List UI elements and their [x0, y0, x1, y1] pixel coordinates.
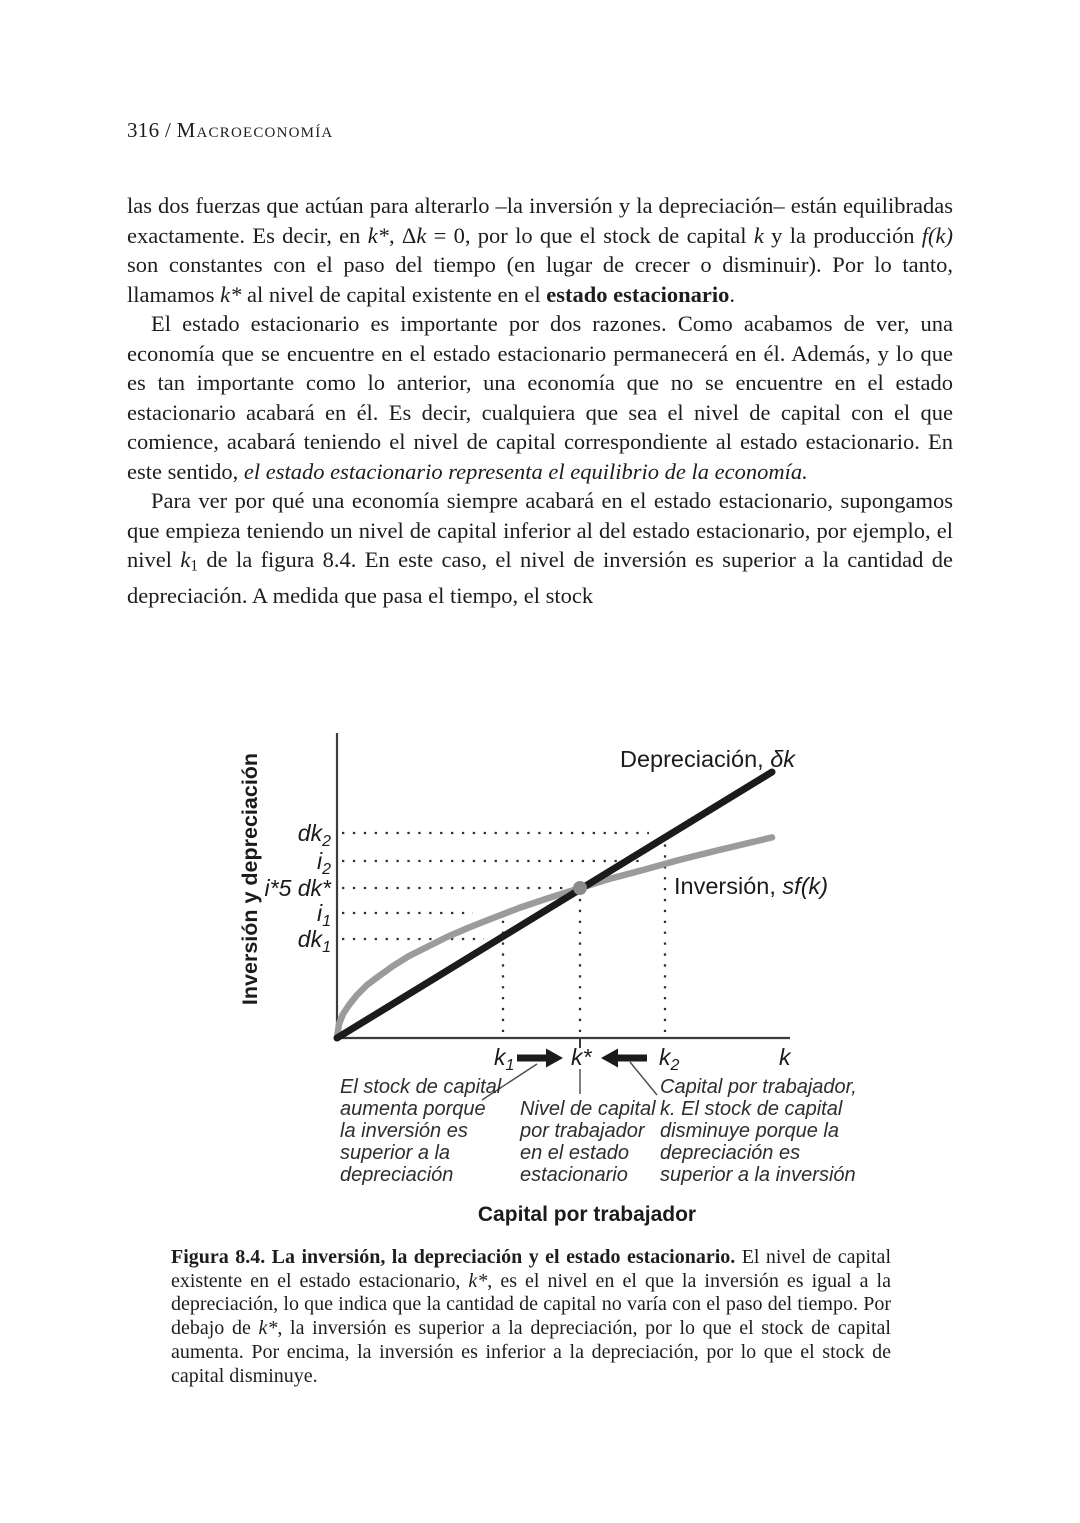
y-tick-i2: $i_2$	[316, 848, 331, 878]
svg-text:en el estado: en el estado	[520, 1142, 629, 1164]
text-segment: , la inversión es superior a la depreciación, por lo que el stock de capital aumenta. Por encima, la inversión es inferior a la depreciación, por lo que el stock de capital disminuye.	[171, 1317, 891, 1387]
paragraph	[127, 191, 953, 309]
investment-label: Inversión, sf(k)	[674, 873, 829, 899]
svg-text:depreciación es: depreciación es	[660, 1142, 801, 1164]
text-segment: .	[729, 281, 735, 307]
text-segment: de la figura 8.4. En este caso, el nivel de inversión es superior a la cantidad de depreciación. A medida que pasa el tiempo, el stock	[127, 547, 953, 608]
text-segment: k*	[468, 1269, 488, 1292]
investment-curve	[337, 837, 772, 1038]
running-title: Macroeconomía	[176, 118, 334, 142]
right-arrow-icon	[517, 1049, 563, 1068]
svg-text:la inversión es: la inversión es	[340, 1120, 468, 1142]
text-segment: = 0, por lo que el stock de capital	[426, 222, 754, 248]
annotation-left	[340, 1076, 502, 1186]
annotation-right	[660, 1076, 857, 1186]
paragraph	[127, 486, 953, 610]
text-segment: k	[180, 547, 191, 572]
y-tick-istar: i*5 dk*	[264, 875, 331, 901]
svg-text:por trabajador: por trabajador	[520, 1120, 645, 1142]
figure-8-4-chart	[230, 715, 890, 1193]
annotation-middle	[519, 1098, 656, 1186]
svg-text:disminuye porque la: disminuye porque la	[660, 1120, 839, 1142]
y-tick-dk1: $dk_1$	[297, 926, 331, 956]
x-tick-kstar: k*	[571, 1044, 592, 1070]
svg-text:Nivel de capital: Nivel de capital	[520, 1098, 656, 1120]
svg-text:estacionario: estacionario	[520, 1164, 628, 1186]
text-segment: son constantes con el paso del tiempo (en lugar de crecer o disminuir). Por lo tanto, llamamos	[127, 252, 953, 307]
page-number: 316 /	[127, 118, 177, 142]
text-segment: el estado estacionario representa el equilibrio de la economía.	[243, 458, 808, 484]
text-segment: El nivel de capital existente en el estado estacionario,	[171, 1246, 891, 1292]
text-segment-subscript: 1	[190, 557, 199, 575]
text-segment: k*	[220, 281, 242, 307]
x-tick-k: k	[779, 1044, 791, 1070]
svg-text:superior a la inversión: superior a la inversión	[660, 1164, 856, 1186]
svg-text:El stock de capital: El stock de capital	[340, 1076, 502, 1098]
text-segment: k*	[258, 1317, 278, 1340]
x-tick-k2: $k_2$	[659, 1044, 680, 1074]
figure-caption	[171, 1246, 891, 1388]
left-arrow-icon	[601, 1049, 647, 1068]
paragraph	[127, 309, 953, 486]
depreciation-line	[337, 772, 772, 1038]
text-segment: k*	[367, 222, 389, 248]
body-text	[127, 191, 953, 610]
text-segment: , es el nivel en el que la inversión es igual a la depreciación, lo que indica que la cantidad de capital no varía con el paso del tiempo. Por debajo de	[171, 1269, 891, 1340]
text-segment: Para ver por qué una economía siempre acabará en el estado estacionario, supongamos que empieza teniendo un nivel de capital inferior al del estado estacionario, por ejemplo, el nivel	[127, 488, 953, 572]
text-segment: k	[753, 222, 764, 248]
y-tick-dk2: $dk_2$	[297, 820, 331, 850]
running-head	[127, 118, 333, 143]
text-segment: , Δ	[388, 222, 417, 248]
text-segment: al nivel de capital existente en el	[241, 281, 547, 307]
svg-text:Capital por trabajador,: Capital por trabajador,	[660, 1076, 857, 1098]
steady-state-dot	[573, 881, 587, 895]
x-axis-title: Capital por trabajador	[477, 1203, 697, 1226]
text-segment: f(k)	[921, 222, 953, 248]
y-axis-title: Inversión y depreciación	[238, 752, 262, 1006]
x-tick-k1: $k_1$	[494, 1044, 515, 1074]
text-segment: y la producción	[763, 222, 922, 248]
text-segment: estado estacionario	[546, 281, 730, 307]
caption-lead: Figura 8.4. La inversión, la depreciación y el estado estacionario.	[171, 1246, 742, 1268]
callout-line-right	[630, 1062, 657, 1095]
y-tick-i1: $i_1$	[316, 900, 331, 930]
svg-text:k. El stock de capital: k. El stock de capital	[660, 1098, 843, 1120]
svg-text:superior a la: superior a la	[340, 1142, 451, 1164]
svg-text:depreciación: depreciación	[340, 1164, 454, 1186]
text-segment: k	[416, 222, 427, 248]
depreciation-label: Depreciación, δk	[620, 746, 796, 772]
text-segment: El estado estacionario es importante por dos razones. Como acabamos de ver, una economía que se encuentre en el estado estacionario permanecerá en él. Además, y lo que es tan importante como lo anterior, una economía que no se encuentre en el estado estacionario acabará en él. Es decir, cualquiera que sea el nivel de capital con el que comience, acabará teniendo el nivel de capital correspondiente al estado estacionario. En este sentido,	[127, 311, 953, 484]
text-segment: las dos fuerzas que actúan para alterarlo –la inversión y la depreciación– están equilibradas exactamente. Es decir, en	[127, 193, 953, 248]
svg-text:aumenta porque: aumenta porque	[340, 1098, 486, 1120]
